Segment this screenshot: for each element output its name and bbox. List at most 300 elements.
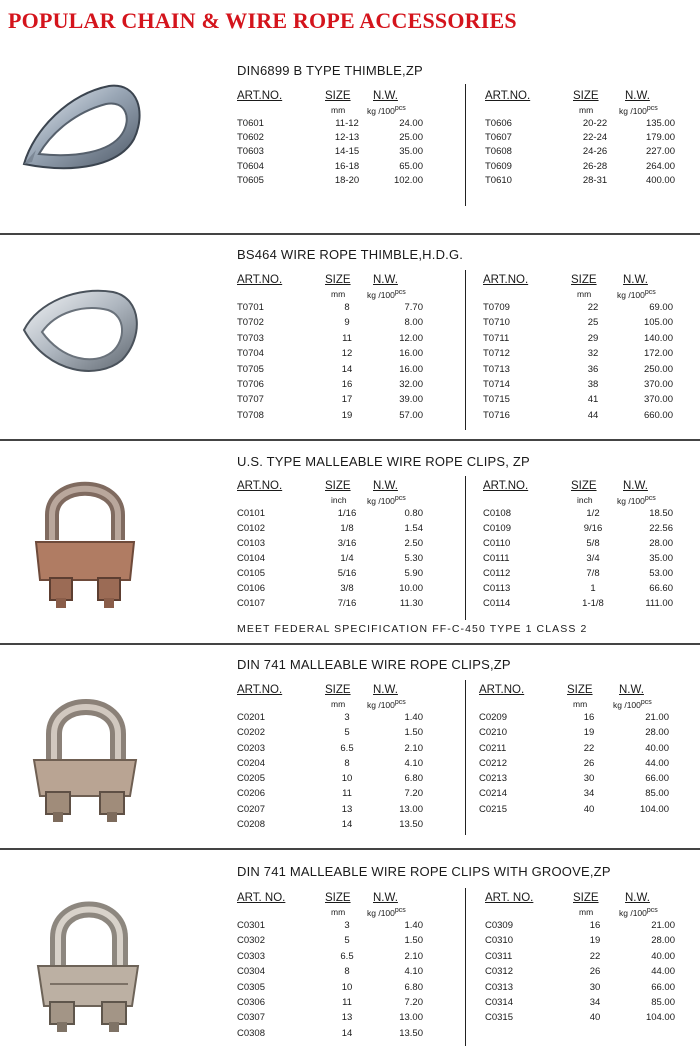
size-cell: 16-18 xyxy=(334,160,360,172)
weight-cell: 40.00 xyxy=(645,742,669,754)
art-no-cell: T0609 xyxy=(485,160,512,172)
unit-nw-pcs: pcs xyxy=(394,699,406,706)
size-cell: 1-1/8 xyxy=(582,598,604,609)
size-cell: 40 xyxy=(583,803,595,815)
size-cell: 34 xyxy=(589,996,601,1008)
din741-clip-image xyxy=(26,686,144,826)
weight-cell: 400.00 xyxy=(645,174,675,186)
size-cell: 38 xyxy=(587,378,599,390)
weight-cell: 32.00 xyxy=(399,378,423,390)
art-no-cell: T0602 xyxy=(237,132,264,144)
size-cell: 3 xyxy=(344,920,350,931)
weight-cell: 2.10 xyxy=(404,950,423,962)
header-nw: N.W. xyxy=(373,684,398,696)
size-cell: 28-31 xyxy=(582,174,608,186)
weight-cell: 7.20 xyxy=(404,788,423,800)
size-cell: 6.5 xyxy=(340,742,354,754)
weight-cell: 44.00 xyxy=(645,757,669,769)
art-no-cell: C0112 xyxy=(483,568,511,579)
art-no-cell: C0105 xyxy=(237,568,265,579)
section-divider xyxy=(0,233,700,235)
weight-cell: 12.00 xyxy=(399,332,423,344)
weight-cell: 102.00 xyxy=(393,174,423,186)
art-no-cell: C0309 xyxy=(485,920,513,931)
size-cell: 8 xyxy=(344,966,350,978)
art-no-cell: C0201 xyxy=(237,712,265,723)
size-cell: 22 xyxy=(589,950,601,962)
section-divider xyxy=(0,643,700,645)
unit-size: mm xyxy=(579,907,594,917)
size-cell: 8 xyxy=(344,757,350,769)
unit-nw-pcs: pcs xyxy=(644,289,656,296)
header-size: SIZE xyxy=(325,90,351,102)
weight-cell: 264.00 xyxy=(645,160,675,172)
weight-cell: 7.70 xyxy=(404,302,423,313)
art-no-cell: C0307 xyxy=(237,1012,265,1024)
art-no-cell: C0215 xyxy=(479,803,507,815)
thimble-zp-image xyxy=(14,74,146,184)
weight-cell: 10.00 xyxy=(399,583,423,594)
size-cell: 5/8 xyxy=(586,538,600,549)
unit-nw xyxy=(619,105,658,116)
art-no-cell: T0710 xyxy=(483,317,510,329)
weight-cell: 104.00 xyxy=(639,803,669,815)
art-no-cell: C0109 xyxy=(483,523,511,534)
thimble-hdg-image xyxy=(18,282,142,382)
header-art-no: ART.NO. xyxy=(237,480,283,492)
art-no-cell: T0703 xyxy=(237,332,264,344)
column-divider xyxy=(465,680,466,835)
header-art-no: ART.NO. xyxy=(483,274,529,286)
weight-cell: 111.00 xyxy=(645,598,673,609)
header-art-no: ART. NO. xyxy=(485,892,534,904)
size-cell: 34 xyxy=(583,788,595,800)
art-no-cell: C0106 xyxy=(237,583,265,594)
size-cell: 8 xyxy=(344,302,350,313)
page-title: POPULAR CHAIN & WIRE ROPE ACCESSORIES xyxy=(8,8,517,33)
weight-cell: 4.10 xyxy=(404,757,423,769)
art-no-cell: T0706 xyxy=(237,378,264,390)
unit-nw-pcs: pcs xyxy=(644,495,656,502)
size-cell: 29 xyxy=(587,332,599,344)
art-no-cell: T0715 xyxy=(483,394,510,406)
header-art-no: ART. NO. xyxy=(237,892,286,904)
header-nw: N.W. xyxy=(625,90,650,102)
size-cell: 10 xyxy=(341,773,353,785)
size-cell: 30 xyxy=(589,981,601,993)
weight-cell: 66.60 xyxy=(649,583,673,594)
art-no-cell: C0311 xyxy=(485,950,513,962)
unit-size: mm xyxy=(573,699,588,709)
size-cell: 7/16 xyxy=(337,598,357,609)
weight-cell: 6.80 xyxy=(404,981,423,993)
header-size: SIZE xyxy=(571,274,597,286)
size-cell: 12 xyxy=(341,348,353,360)
art-no-cell: C0308 xyxy=(237,1027,265,1039)
size-cell: 26 xyxy=(589,966,601,978)
size-cell: 25 xyxy=(587,317,599,329)
unit-size: mm xyxy=(331,699,346,709)
weight-cell: 18.50 xyxy=(649,508,673,519)
art-no-cell: C0310 xyxy=(485,935,513,947)
unit-nw-pcs: pcs xyxy=(394,289,406,296)
art-no-cell: C0305 xyxy=(237,981,265,993)
header-size: SIZE xyxy=(325,480,351,492)
size-cell: 44 xyxy=(587,409,599,421)
header-nw: N.W. xyxy=(373,480,398,492)
weight-cell: 1.50 xyxy=(404,727,423,739)
unit-size: inch xyxy=(331,495,347,505)
art-no-cell: T0704 xyxy=(237,348,264,360)
art-no-cell: C0214 xyxy=(479,788,507,800)
art-no-cell: C0304 xyxy=(237,966,265,978)
art-no-cell: C0212 xyxy=(479,757,507,769)
unit-nw-kg: kg /100 xyxy=(617,495,645,506)
size-cell: 17 xyxy=(341,394,353,406)
header-size: SIZE xyxy=(325,684,351,696)
size-cell: 7/8 xyxy=(586,568,600,579)
unit-nw xyxy=(617,289,656,300)
unit-size: mm xyxy=(331,289,346,299)
art-no-cell: C0301 xyxy=(237,920,265,931)
din741-groove-clip-image xyxy=(30,888,146,1036)
weight-cell: 53.00 xyxy=(649,568,673,579)
art-no-cell: C0104 xyxy=(237,553,265,564)
art-no-cell: T0707 xyxy=(237,394,264,406)
art-no-cell: T0711 xyxy=(483,332,510,344)
art-no-cell: T0714 xyxy=(483,378,510,390)
size-cell: 20-22 xyxy=(582,118,608,129)
unit-size: mm xyxy=(577,289,592,299)
weight-cell: 172.00 xyxy=(643,348,673,360)
art-no-cell: C0202 xyxy=(237,727,265,739)
header-nw: N.W. xyxy=(625,892,650,904)
column-divider xyxy=(465,270,466,430)
size-cell: 16 xyxy=(341,378,353,390)
unit-nw xyxy=(367,289,406,300)
weight-cell: 44.00 xyxy=(651,966,675,978)
header-art-no: ART.NO. xyxy=(485,90,531,102)
size-cell: 14 xyxy=(341,819,353,831)
size-cell: 30 xyxy=(583,773,595,785)
header-size: SIZE xyxy=(571,480,597,492)
art-no-cell: C0203 xyxy=(237,742,265,754)
weight-cell: 13.00 xyxy=(399,1012,423,1024)
art-no-cell: C0114 xyxy=(483,598,511,609)
size-cell: 13 xyxy=(341,1012,353,1024)
unit-size: mm xyxy=(579,105,594,115)
size-cell: 11 xyxy=(342,996,352,1008)
weight-cell: 40.00 xyxy=(651,950,675,962)
header-nw: N.W. xyxy=(623,274,648,286)
art-no-cell: T0601 xyxy=(237,118,264,129)
weight-cell: 660.00 xyxy=(643,409,673,421)
header-nw: N.W. xyxy=(623,480,648,492)
art-no-cell: C0315 xyxy=(485,1012,513,1024)
art-no-cell: C0107 xyxy=(237,598,265,609)
size-cell: 22 xyxy=(583,742,595,754)
unit-nw-pcs: pcs xyxy=(394,907,406,914)
weight-cell: 13.50 xyxy=(399,819,423,831)
weight-cell: 66.00 xyxy=(651,981,675,993)
header-size: SIZE xyxy=(567,684,593,696)
weight-cell: 2.50 xyxy=(404,538,423,549)
size-cell: 1/2 xyxy=(586,508,600,519)
section-divider xyxy=(0,439,700,441)
unit-size: inch xyxy=(577,495,593,505)
weight-cell: 28.00 xyxy=(649,538,673,549)
unit-nw-kg: kg /100 xyxy=(367,495,395,506)
section-title: BS464 WIRE ROPE THIMBLE,H.D.G. xyxy=(237,247,464,262)
art-no-cell: C0111 xyxy=(483,553,510,564)
unit-nw xyxy=(367,105,406,116)
unit-nw xyxy=(367,699,406,710)
art-no-cell: T0705 xyxy=(237,363,264,375)
column-divider xyxy=(465,476,466,620)
weight-cell: 28.00 xyxy=(645,727,669,739)
size-cell: 22-24 xyxy=(582,132,608,144)
size-cell: 11 xyxy=(342,788,352,800)
art-no-cell: T0701 xyxy=(237,302,264,313)
art-no-cell: C0306 xyxy=(237,996,265,1008)
art-no-cell: C0103 xyxy=(237,538,265,549)
art-no-cell: C0113 xyxy=(483,583,511,594)
unit-nw-kg: kg /100 xyxy=(617,289,645,300)
unit-size: mm xyxy=(331,105,346,115)
weight-cell: 140.00 xyxy=(643,332,673,344)
header-size: SIZE xyxy=(573,90,599,102)
weight-cell: 21.00 xyxy=(645,712,669,723)
header-size: SIZE xyxy=(325,892,351,904)
art-no-cell: C0206 xyxy=(237,788,265,800)
unit-nw xyxy=(367,495,406,506)
size-cell: 18-20 xyxy=(334,174,360,186)
art-no-cell: C0208 xyxy=(237,819,265,831)
header-nw: N.W. xyxy=(619,684,644,696)
size-cell: 1/8 xyxy=(340,523,354,534)
weight-cell: 85.00 xyxy=(645,788,669,800)
unit-nw-kg: kg /100 xyxy=(367,699,395,710)
unit-nw-kg: kg /100 xyxy=(619,105,647,116)
weight-cell: 8.00 xyxy=(404,317,423,329)
size-cell: 36 xyxy=(587,363,599,375)
unit-nw-kg: kg /100 xyxy=(367,907,395,918)
weight-cell: 28.00 xyxy=(651,935,675,947)
weight-cell: 6.80 xyxy=(404,773,423,785)
weight-cell: 22.56 xyxy=(649,523,673,534)
weight-cell: 35.00 xyxy=(399,146,423,158)
art-no-cell: C0210 xyxy=(479,727,507,739)
art-no-cell: C0108 xyxy=(483,508,511,519)
weight-cell: 85.00 xyxy=(651,996,675,1008)
unit-nw-pcs: pcs xyxy=(646,907,658,914)
art-no-cell: C0101 xyxy=(237,508,265,519)
header-art-no: ART.NO. xyxy=(237,684,283,696)
unit-nw-pcs: pcs xyxy=(394,495,406,502)
size-cell: 10 xyxy=(341,981,353,993)
unit-nw-kg: kg /100 xyxy=(613,699,641,710)
size-cell: 19 xyxy=(583,727,595,739)
section-title: U.S. TYPE MALLEABLE WIRE ROPE CLIPS, ZP xyxy=(237,454,530,469)
size-cell: 1/4 xyxy=(340,553,354,564)
art-no-cell: T0709 xyxy=(483,302,510,313)
size-cell: 26 xyxy=(583,757,595,769)
weight-cell: 250.00 xyxy=(643,363,673,375)
weight-cell: 370.00 xyxy=(643,394,673,406)
header-size: SIZE xyxy=(573,892,599,904)
weight-cell: 65.00 xyxy=(399,160,423,172)
weight-cell: 2.10 xyxy=(404,742,423,754)
weight-cell: 1.40 xyxy=(404,712,423,723)
size-cell: 11 xyxy=(342,332,352,344)
unit-nw-kg: kg /100 xyxy=(367,289,395,300)
art-no-cell: C0313 xyxy=(485,981,513,993)
art-no-cell: C0102 xyxy=(237,523,265,534)
size-cell: 16 xyxy=(589,920,601,931)
art-no-cell: T0604 xyxy=(237,160,264,172)
size-cell: 13 xyxy=(341,803,353,815)
weight-cell: 16.00 xyxy=(399,348,423,360)
column-divider xyxy=(465,84,466,206)
art-no-cell: C0312 xyxy=(485,966,513,978)
size-cell: 41 xyxy=(587,394,599,406)
header-nw: N.W. xyxy=(373,274,398,286)
header-nw: N.W. xyxy=(373,90,398,102)
unit-nw-pcs: pcs xyxy=(640,699,652,706)
weight-cell: 13.50 xyxy=(399,1027,423,1039)
art-no-cell: T0713 xyxy=(483,363,510,375)
art-no-cell: T0610 xyxy=(485,174,512,186)
art-no-cell: C0314 xyxy=(485,996,513,1008)
size-cell: 9 xyxy=(344,317,350,329)
unit-nw-pcs: pcs xyxy=(646,105,658,112)
art-no-cell: C0302 xyxy=(237,935,265,947)
weight-cell: 1.40 xyxy=(404,920,423,931)
art-no-cell: T0607 xyxy=(485,132,512,144)
weight-cell: 66.00 xyxy=(645,773,669,785)
art-no-cell: T0702 xyxy=(237,317,264,329)
weight-cell: 1.54 xyxy=(404,523,423,534)
size-cell: 3/16 xyxy=(337,538,357,549)
size-cell: 11-12 xyxy=(335,118,359,129)
art-no-cell: C0110 xyxy=(483,538,511,549)
weight-cell: 25.00 xyxy=(399,132,423,144)
size-cell: 22 xyxy=(587,302,599,313)
weight-cell: 11.30 xyxy=(399,598,423,609)
section-title: DIN 741 MALLEABLE WIRE ROPE CLIPS WITH GROOVE,ZP xyxy=(237,864,611,879)
weight-cell: 39.00 xyxy=(399,394,423,406)
art-no-cell: C0205 xyxy=(237,773,265,785)
unit-size: mm xyxy=(331,907,346,917)
size-cell: 14 xyxy=(341,363,353,375)
header-art-no: ART.NO. xyxy=(479,684,525,696)
size-cell: 5 xyxy=(344,727,350,739)
weight-cell: 21.00 xyxy=(651,920,675,931)
weight-cell: 370.00 xyxy=(643,378,673,390)
size-cell: 5/16 xyxy=(337,568,357,579)
unit-nw-kg: kg /100 xyxy=(619,907,647,918)
weight-cell: 35.00 xyxy=(649,553,673,564)
weight-cell: 227.00 xyxy=(645,146,675,158)
unit-nw xyxy=(367,907,406,918)
art-no-cell: T0708 xyxy=(237,409,264,421)
art-no-cell: C0209 xyxy=(479,712,507,723)
weight-cell: 5.30 xyxy=(404,553,423,564)
size-cell: 14-15 xyxy=(334,146,360,158)
size-cell: 19 xyxy=(589,935,601,947)
art-no-cell: C0204 xyxy=(237,757,265,769)
art-no-cell: T0603 xyxy=(237,146,264,158)
size-cell: 26-28 xyxy=(582,160,608,172)
weight-cell: 13.00 xyxy=(399,803,423,815)
size-cell: 12-13 xyxy=(334,132,360,144)
art-no-cell: C0213 xyxy=(479,773,507,785)
weight-cell: 69.00 xyxy=(649,302,673,313)
unit-nw xyxy=(617,495,656,506)
size-cell: 3/4 xyxy=(586,553,600,564)
size-cell: 16 xyxy=(583,712,595,723)
header-size: SIZE xyxy=(325,274,351,286)
size-cell: 9/16 xyxy=(583,523,603,534)
column-divider xyxy=(465,888,466,1046)
weight-cell: 4.10 xyxy=(404,966,423,978)
art-no-cell: C0211 xyxy=(479,742,507,754)
art-no-cell: T0716 xyxy=(483,409,510,421)
art-no-cell: T0608 xyxy=(485,146,512,158)
unit-nw xyxy=(619,907,658,918)
unit-nw-pcs: pcs xyxy=(394,105,406,112)
section-divider xyxy=(0,848,700,850)
weight-cell: 0.80 xyxy=(404,508,423,519)
header-art-no: ART.NO. xyxy=(237,90,283,102)
size-cell: 6.5 xyxy=(340,950,354,962)
weight-cell: 105.00 xyxy=(643,317,673,329)
unit-nw xyxy=(613,699,652,710)
header-nw: N.W. xyxy=(373,892,398,904)
spec-note: MEET FEDERAL SPECIFICATION FF-C-450 TYPE 1 CLASS 2 xyxy=(237,623,588,635)
section-title: DIN 741 MALLEABLE WIRE ROPE CLIPS,ZP xyxy=(237,657,511,672)
size-cell: 5 xyxy=(344,935,350,947)
weight-cell: 104.00 xyxy=(645,1012,675,1024)
art-no-cell: T0605 xyxy=(237,174,264,186)
weight-cell: 135.00 xyxy=(645,118,675,129)
weight-cell: 24.00 xyxy=(399,118,423,129)
weight-cell: 179.00 xyxy=(645,132,675,144)
size-cell: 3/8 xyxy=(340,583,354,594)
size-cell: 1/16 xyxy=(337,508,357,519)
header-art-no: ART.NO. xyxy=(483,480,529,492)
weight-cell: 57.00 xyxy=(399,409,423,421)
size-cell: 14 xyxy=(341,1027,353,1039)
section-title: DIN6899 B TYPE THIMBLE,ZP xyxy=(237,63,423,78)
weight-cell: 1.50 xyxy=(404,935,423,947)
size-cell: 40 xyxy=(589,1012,601,1024)
art-no-cell: T0712 xyxy=(483,348,510,360)
weight-cell: 5.90 xyxy=(404,568,423,579)
header-art-no: ART.NO. xyxy=(237,274,283,286)
art-no-cell: C0207 xyxy=(237,803,265,815)
us-clip-image xyxy=(30,470,140,610)
size-cell: 3 xyxy=(344,712,350,723)
unit-nw-kg: kg /100 xyxy=(367,105,395,116)
art-no-cell: C0303 xyxy=(237,950,265,962)
size-cell: 1 xyxy=(590,583,596,594)
size-cell: 24-26 xyxy=(582,146,608,158)
weight-cell: 7.20 xyxy=(404,996,423,1008)
size-cell: 32 xyxy=(587,348,599,360)
weight-cell: 16.00 xyxy=(399,363,423,375)
art-no-cell: T0606 xyxy=(485,118,512,129)
